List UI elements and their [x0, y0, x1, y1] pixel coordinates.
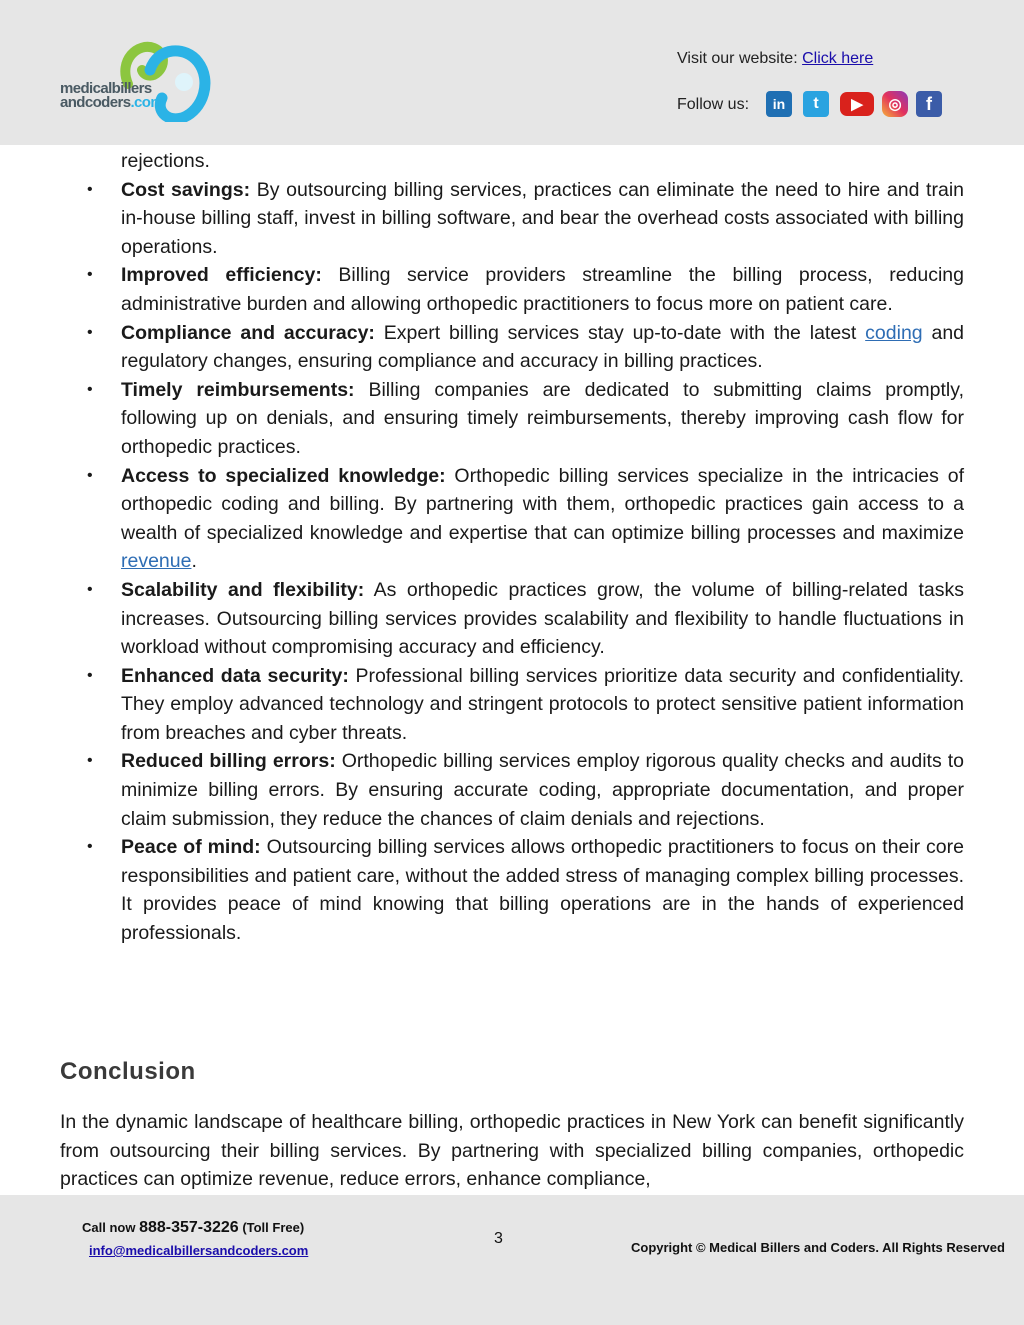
call-label: Call now — [82, 1220, 140, 1235]
twitter-icon[interactable]: t — [803, 91, 829, 117]
item-text: Expert billing services stay up-to-date with the latest — [374, 321, 866, 344]
website-line — [677, 50, 873, 68]
company-logo[interactable] — [58, 40, 218, 122]
coding-link[interactable]: coding — [865, 321, 923, 344]
bullet-icon: • — [87, 323, 93, 341]
item-title: Compliance and accuracy: — [121, 321, 375, 344]
item-text: Billing service providers streamline the billing process, reducing administrative burden and allowing orthopedic practitioners to focus more on patient care. — [121, 264, 964, 315]
page-number: 3 — [494, 1230, 503, 1247]
item-text: By outsourcing billing services, practices can eliminate the need to hire and train in-house billing staff, invest in billing software, and bear the overhead costs associated with billing operations. — [121, 178, 964, 258]
bullet-icon: • — [87, 838, 93, 856]
toll-free-label: (Toll Free) — [238, 1220, 305, 1235]
follow-label: Follow us: — [677, 96, 750, 113]
list-item — [60, 833, 964, 947]
call-line — [82, 1219, 304, 1237]
item-title: Scalability and flexibility: — [121, 578, 365, 601]
linkedin-icon[interactable]: in — [766, 91, 792, 117]
conclusion-paragraph: In the dynamic landscape of healthcare billing, orthopedic practices in New York can benefit significantly from outsourcing their billing services. By partnering with specialized billing companies, orthopedic practices can optimize revenue, reduce errors, enhance compliance, — [60, 1111, 964, 1191]
item-title: Access to specialized knowledge: — [121, 464, 446, 487]
list-item — [60, 376, 964, 462]
item-text: . — [191, 550, 197, 573]
phone-number[interactable]: 888-357-3226 — [139, 1219, 239, 1236]
copyright-text: Copyright © Medical Billers and Coders. All Rights Reserved — [631, 1240, 1005, 1255]
logo-text-suffix: .com — [130, 94, 164, 111]
item-text: Billing companies are dedicated to submitting claims promptly, following up on denials, and ensuring timely reimbursements, thereby improving cash flow for orthopedic practices. — [121, 378, 964, 458]
item-title: Peace of mind: — [121, 836, 261, 859]
list-item — [60, 261, 964, 318]
list-item — [60, 747, 964, 833]
item-text: Outsourcing billing services allows orthopedic practitioners to focus on their core responsibilities and patient care, without the added stress of managing complex billing processes. It provides peace of mind knowing that billing operations are in the hands of experienced professionals. — [121, 836, 964, 945]
item-text: and regulatory changes, ensuring compliance and accuracy in billing practices. — [121, 321, 965, 373]
list-item — [60, 662, 964, 748]
list-item — [60, 176, 964, 262]
item-text: As orthopedic practices grow, the volume of billing-related tasks increases. Outsourcing billing services provides scalability and flexibility to handle fluctuations in workload without compromising accuracy and efficiency. — [121, 578, 965, 659]
bullet-icon: • — [87, 266, 93, 284]
item-title: Enhanced data security: — [121, 664, 349, 687]
website-link[interactable]: Click here — [802, 50, 874, 67]
email-line — [89, 1243, 308, 1258]
bullet-icon: • — [87, 466, 93, 484]
item-title: Timely reimbursements: — [121, 378, 355, 401]
bullet-icon: • — [87, 180, 93, 198]
youtube-icon[interactable]: ▶ — [840, 92, 874, 116]
logo-text-line1: medicalbillers — [60, 80, 152, 97]
section-heading: Conclusion — [60, 1058, 196, 1085]
list-item — [60, 462, 964, 576]
bullet-icon: • — [87, 752, 93, 770]
instagram-icon[interactable]: ◎ — [882, 91, 908, 117]
bullet-icon: • — [87, 380, 93, 398]
bullet-icon: • — [87, 580, 93, 598]
item-text: Professional billing services prioritize data security and confidentiality. They employ advanced technology and stringent protocols to protect sensitive patient information from breaches and cyber threats. — [121, 664, 964, 744]
email-link[interactable]: info@medicalbillersandcoders.com — [89, 1243, 309, 1258]
item-title: Cost savings: — [121, 178, 251, 201]
list-item — [60, 319, 964, 376]
list-item — [60, 576, 964, 662]
bullet-icon: • — [87, 666, 93, 684]
continued-text: rejections. — [121, 150, 210, 172]
benefits-list — [60, 147, 964, 948]
revenue-link[interactable]: revenue — [121, 550, 192, 573]
item-text: Orthopedic billing services employ rigorous quality checks and audits to minimize billing errors. By ensuring accurate coding, appropriate documentation, and proper claim submission, they reduce the chances of claim denials and rejections. — [121, 750, 964, 830]
facebook-icon[interactable]: f — [916, 91, 942, 117]
visit-label: Visit our website: — [677, 50, 803, 67]
item-title: Improved efficiency: — [121, 264, 322, 287]
item-title: Reduced billing errors: — [121, 750, 336, 773]
item-text: Orthopedic billing services specialize in the intricacies of orthopedic coding and billing. By partnering with them, orthopedic practices gain access to a wealth of specialized knowledge and expertise that can optimize billing processes and maximize — [121, 464, 964, 544]
page-header — [0, 0, 1024, 145]
page-footer — [0, 1195, 1024, 1325]
logo-text-line2: andcoders — [60, 94, 131, 111]
